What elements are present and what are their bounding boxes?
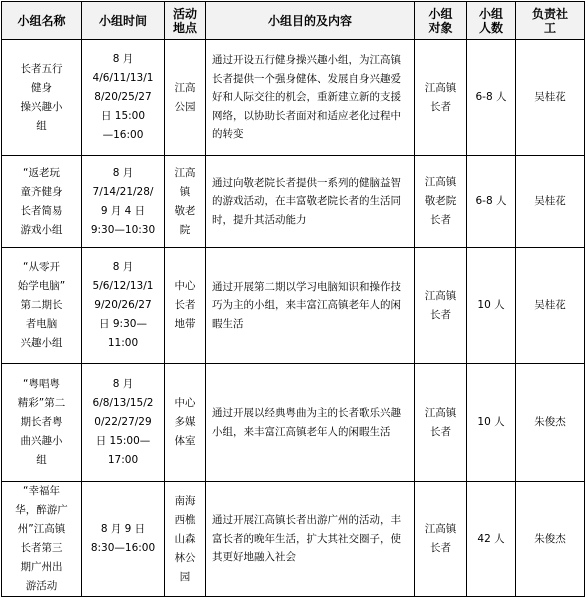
group-count: 42 人 bbox=[467, 482, 516, 597]
header-count: 小组 人数 bbox=[467, 2, 516, 40]
header-time: 小组时间 bbox=[82, 2, 165, 40]
group-count: 6-8 人 bbox=[467, 40, 516, 156]
group-place: 中心 多媒 体室 bbox=[165, 364, 206, 482]
group-lead: 吴桂花 bbox=[516, 40, 585, 156]
group-time: 8 月 4/6/11/13/1 8/20/25/27 日 15:00 —16:00 bbox=[82, 40, 165, 156]
header-row bbox=[2, 2, 585, 40]
table-row bbox=[2, 40, 585, 156]
group-place: 江高 镇 敬老 院 bbox=[165, 156, 206, 248]
group-lead: 朱俊杰 bbox=[516, 482, 585, 597]
group-purpose: 通过开展江高镇长者出游广州的活动，丰富长者的晚年生活，扩大其社交圈子，使其更好地融入社会 bbox=[206, 482, 415, 597]
header-lead: 负责社 工 bbox=[516, 2, 585, 40]
group-lead: 吴桂花 bbox=[516, 156, 585, 248]
header-target: 小组 对象 bbox=[415, 2, 467, 40]
group-time: 8 月 5/6/12/13/1 9/20/26/27 日 9:30— 11:00 bbox=[82, 248, 165, 364]
header-place: 活动 地点 bbox=[165, 2, 206, 40]
group-time: 8 月 9 日 8:30—16:00 bbox=[82, 482, 165, 597]
group-purpose: 通过开展以经典粤曲为主的长者歌乐兴趣小组，来丰富江高镇老年人的闲暇生活 bbox=[206, 364, 415, 482]
group-purpose: 通过开设五行健身操兴趣小组，为江高镇长者提供一个强身健体、发展自身兴趣爱好和人际交往的机会，重新建立新的支援网络，以协助长者面对和适应老化过程中的转变 bbox=[206, 40, 415, 156]
group-time: 8 月 6/8/13/15/2 0/22/27/29 日 15:00— 17:00 bbox=[82, 364, 165, 482]
group-target: 江高镇 长者 bbox=[415, 482, 467, 597]
table-row bbox=[2, 156, 585, 248]
header-purpose: 小组目的及内容 bbox=[206, 2, 415, 40]
group-target: 江高镇 敬老院 长者 bbox=[415, 156, 467, 248]
group-time: 8 月 7/14/21/28/ 9 月 4 日 9:30—10:30 bbox=[82, 156, 165, 248]
group-name: “粤唱粤 精彩”第二 期长者粤 曲兴趣小 组 bbox=[2, 364, 82, 482]
table-row bbox=[2, 248, 585, 364]
group-count: 10 人 bbox=[467, 364, 516, 482]
group-place: 中心 长者 地带 bbox=[165, 248, 206, 364]
group-place: 南海 西樵 山森 林公 园 bbox=[165, 482, 206, 597]
header-name: 小组名称 bbox=[2, 2, 82, 40]
group-name: “返老玩 童齐健身 长者简易 游戏小组 bbox=[2, 156, 82, 248]
group-activity-table bbox=[1, 1, 585, 597]
group-name: 长者五行 健身 操兴趣小 组 bbox=[2, 40, 82, 156]
group-count: 10 人 bbox=[467, 248, 516, 364]
group-target: 江高镇 长者 bbox=[415, 248, 467, 364]
group-target: 江高镇 长者 bbox=[415, 364, 467, 482]
group-lead: 朱俊杰 bbox=[516, 364, 585, 482]
group-target: 江高镇 长者 bbox=[415, 40, 467, 156]
group-count: 6-8 人 bbox=[467, 156, 516, 248]
group-purpose: 通过开展第二期以学习电脑知识和操作技巧为主的小组，来丰富江高镇老年人的闲暇生活 bbox=[206, 248, 415, 364]
group-place: 江高 公园 bbox=[165, 40, 206, 156]
group-name: “幸福年 华，醉游广 州”江高镇 长者第三 期广州出 游活动 bbox=[2, 482, 82, 597]
group-lead: 吴桂花 bbox=[516, 248, 585, 364]
table-row bbox=[2, 364, 585, 482]
group-purpose: 通过向敬老院长者提供一系列的健脑益智的游戏活动，在丰富敬老院长者的生活同时，提升其活动能力 bbox=[206, 156, 415, 248]
table-row bbox=[2, 482, 585, 597]
group-name: “从零开 始学电脑” 第二期长 者电脑 兴趣小组 bbox=[2, 248, 82, 364]
